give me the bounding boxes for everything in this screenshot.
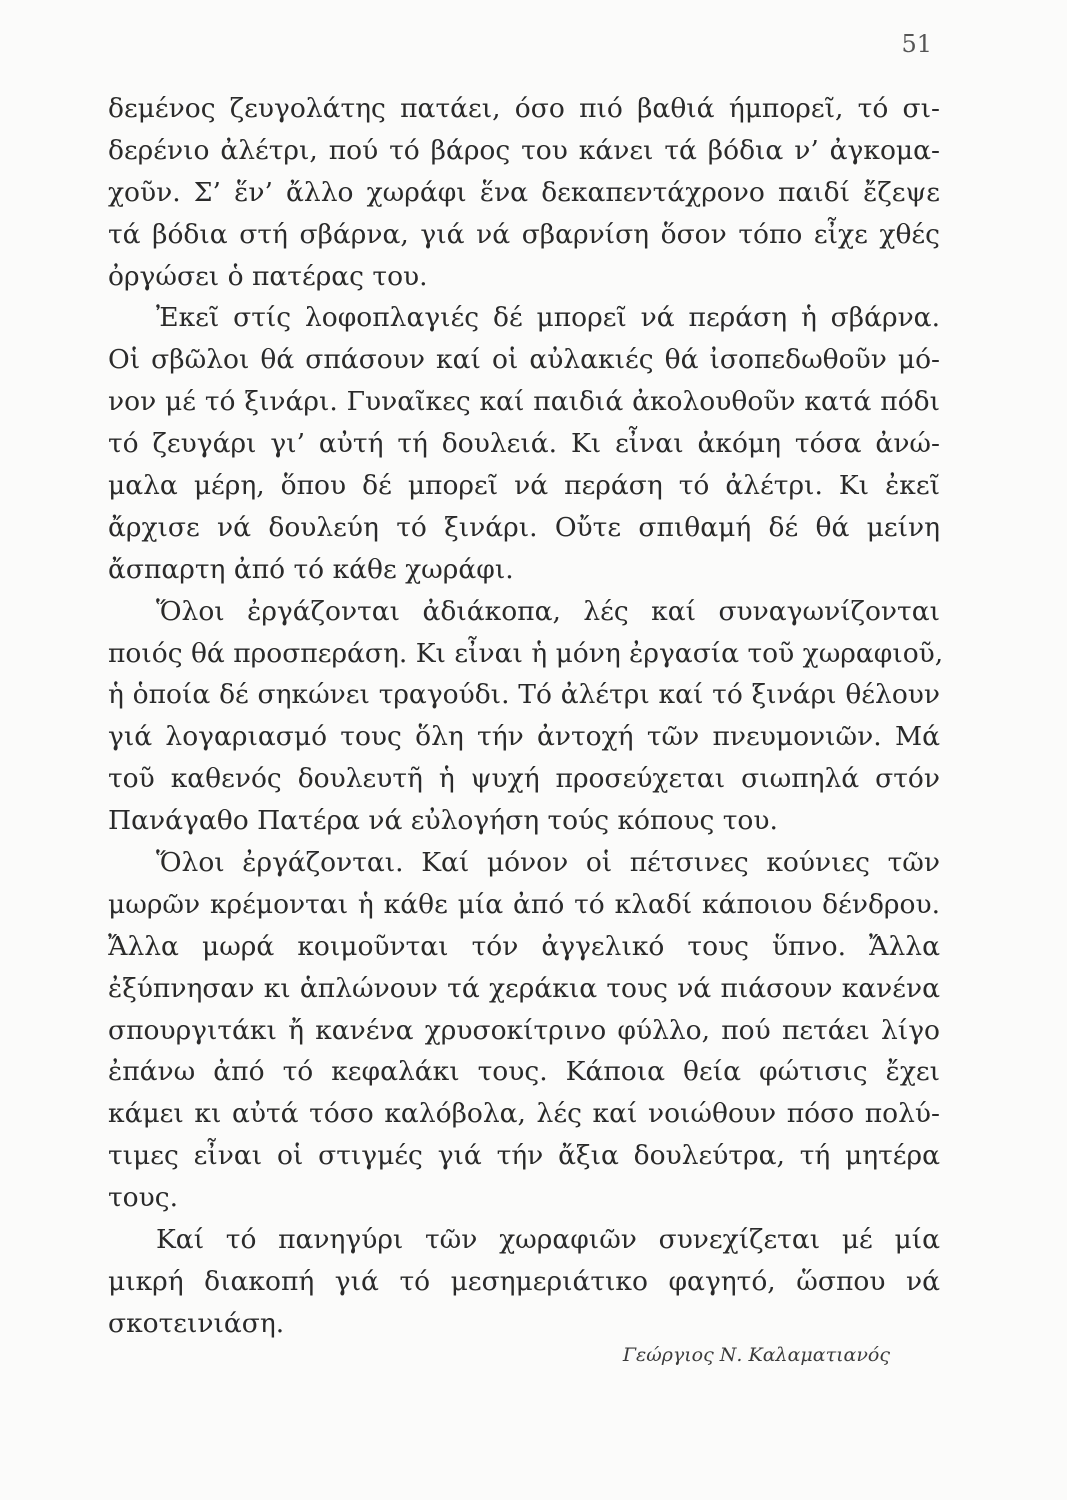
text-line: Οἱ σβῶλοι θά σπάσουν καί οἱ αὐλακιές θά ἰσοπεδωθοῦν μό- [108, 344, 940, 376]
author-signature: Γεώργιος Ν. Καλαματιανός [622, 1344, 890, 1366]
text-line: Ὅλοι ἐργάζονται. Καί μόνον οἱ πέτσινες κούνιες τῶν [156, 847, 940, 879]
text-line: μωρῶν κρέμονται ἡ κάθε μία ἀπό τό κλαδί κάποιου δένδρου. [108, 888, 940, 920]
text-line: δερένιο ἀλέτρι, πού τό βάρος του κάνει τά βόδια ν’ ἀγκομα- [108, 134, 940, 166]
text-line: μαλα μέρη, ὅπου δέ μπορεῖ νά περάση τό ἀλέτρι. Κι ἐκεῖ [108, 470, 940, 502]
text-line: τους. [108, 1182, 178, 1214]
text-line: τό ζευγάρι γι’ αὐτή τή δουλειά. Κι εἶναι ἀκόμη τόσα ἀνώ- [108, 428, 940, 460]
text-line: ὀργώσει ὁ πατέρας του. [108, 260, 428, 292]
text-line: νον μέ τό ξινάρι. Γυναῖκες καί παιδιά ἀκολουθοῦν κατά πόδι [108, 386, 940, 418]
text-line: τιμες εἶναι οἱ στιγμές γιά τήν ἄξια δουλεύτρα, τή μητέρα [108, 1140, 940, 1172]
text-line: σπουργιτάκι ἤ κανένα χρυσοκίτρινο φύλλο, πού πετάει λίγο [108, 1014, 940, 1046]
page-number: 51 [901, 30, 932, 58]
text-line: ἄσπαρτη ἀπό τό κάθε χωράφι. [108, 553, 514, 585]
text-line: χοῦν. Σ’ ἕν’ ἄλλο χωράφι ἕνα δεκαπεντάχρονο παιδί ἔζεψε [108, 176, 940, 208]
text-line: Ἄλλα μωρά κοιμοῦνται τόν ἀγγελικό τους ὕπνο. Ἄλλα [108, 930, 940, 962]
text-line: τοῦ καθενός δουλευτῆ ἡ ψυχή προσεύχεται σιωπηλά στόν [108, 763, 940, 795]
text-line: ποιός θά προσπεράση. Κι εἶναι ἡ μόνη ἐργασία τοῦ χωραφιοῦ, [108, 637, 944, 669]
text-line: Ἐκεῖ στίς λοφοπλαγιές δέ μπορεῖ νά περάση ἡ σβάρνα. [156, 302, 940, 334]
text-line: Ὅλοι ἐργάζονται ἀδιάκοπα, λές καί συναγωνίζονται [156, 595, 940, 627]
text-line: μικρή διακοπή γιά τό μεσημεριάτικο φαγητό, ὥσπου νά [108, 1265, 940, 1297]
body-text [108, 88, 944, 1345]
text-line: δεμένος ζευγολάτης πατάει, όσο πιό βαθιά ήμπορεῖ, τό σι- [108, 93, 940, 124]
text-line: κάμει κι αὐτά τόσο καλόβολα, λές καί νοιώθουν πόσο πολύ- [108, 1098, 940, 1130]
text-line: ἄρχισε νά δουλεύη τό ξινάρι. Οὔτε σπιθαμή δέ θά μείνη [108, 511, 940, 543]
text-line: σκοτεινιάση. [108, 1307, 285, 1339]
text-line: ἐξύπνησαν κι ἁπλώνουν τά χεράκια τους νά πιάσουν κανένα [108, 972, 940, 1004]
text-line: Πανάγαθο Πατέρα νά εὐλογήση τούς κόπους του. [108, 805, 778, 837]
text-line: Καί τό πανηγύρι τῶν χωραφιῶν συνεχίζεται μέ μία [156, 1224, 940, 1256]
text-line: τά βόδια στή σβάρνα, γιά νά σβαρνίση ὅσον τόπο εἶχε χθές [108, 218, 940, 250]
text-line: γιά λογαριασμό τους ὅλη τήν ἀντοχή τῶν πνευμονιῶν. Μά [108, 721, 940, 753]
text-line: ἡ ὁποία δέ σηκώνει τραγούδι. Τό ἀλέτρι καί τό ξινάρι θέλουν [108, 679, 940, 711]
text-line: ἐπάνω ἀπό τό κεφαλάκι τους. Κάποια θεία φώτισις ἔχει [108, 1056, 940, 1088]
